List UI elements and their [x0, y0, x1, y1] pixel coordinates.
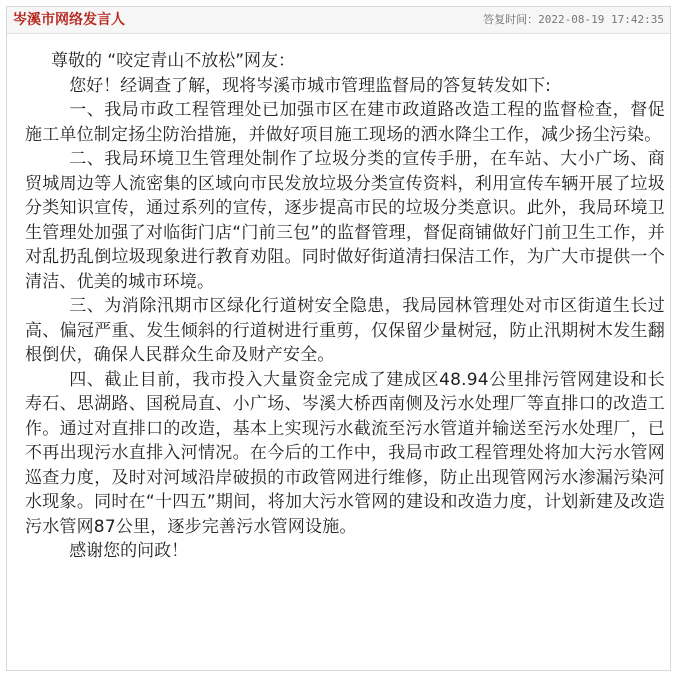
- paragraph-2: 二、我局环境卫生管理处制作了垃圾分类的宣传手册，在车站、大小广场、商贸城周边等人流密集的区域向市民发放垃圾分类宣传资料，利用宣传车辆开展了垃圾分类知识宣传，通过系列的宣传，逐步提高市民的垃圾分类意识。此外，我局环境卫生管理处加强了对临街门店“门前三包”的监督管理，督促商铺做好门前卫生工作，并对乱扔乱倒垃圾现象进行教育劝阻。同时做好街道清扫保洁工作，为广大市提供一个清洁、优美的城市环境。: [25, 149, 665, 292]
- reply-time: [483, 11, 664, 29]
- intro-paragraph: 您好！经调查了解，现将岑溪市城市管理监督局的答复转发如下:: [69, 75, 551, 96]
- reply-panel: [6, 6, 671, 671]
- reply-time-label: 答复时间：: [483, 13, 539, 26]
- paragraph-4: 四、截止目前，我市投入大量资金完成了建成区48.94公里排污管网建设和长寿石、思湖路、国税局直、小广场、岑溪大桥西南侧及污水处理厂等直排口的改造工作。通过对直排口的改造，基本上实现污水截流至污水管道并输送至污水处理厂，已不再出现污水直排入河情况。在今后的工作中，我局市政工程管理处将加大污水管网巡查力度，及时对河域沿岸破损的市政管网进行维修，防止出现管网污水渗漏污染河水现象。同时在“十四五”期间，将加大污水管网的建设和改造力度，计划新建及改造污水管网87公里，逐步完善污水管网设施。: [25, 369, 665, 537]
- spokesperson-title: 岑溪市网络发言人: [13, 12, 125, 28]
- closing: 感谢您的问政！: [69, 541, 189, 561]
- reply-header: [7, 7, 670, 34]
- reply-time-value: 2022-08-19 17:42:35: [538, 13, 664, 26]
- reply-content: [25, 49, 665, 564]
- paragraph-3: 三、为消除汛期市区绿化行道树安全隐患，我局园林管理处对市区街道生长过高、偏冠严重、发生倾斜的行道树进行重剪，仅保留少量树冠，防止汛期树木发生翻根倒伏，确保人民群众生命及财产安全。: [25, 296, 665, 365]
- paragraph-1: 一、我局市政工程管理处已加强市区在建市政道路改造工程的监督检查，督促施工单位制定扬尘防治措施，并做好项目施工现场的洒水降尘工作，减少扬尘污染。: [25, 100, 665, 145]
- salutation: 尊敬的 “咬定青山不放松”网友：: [51, 51, 296, 71]
